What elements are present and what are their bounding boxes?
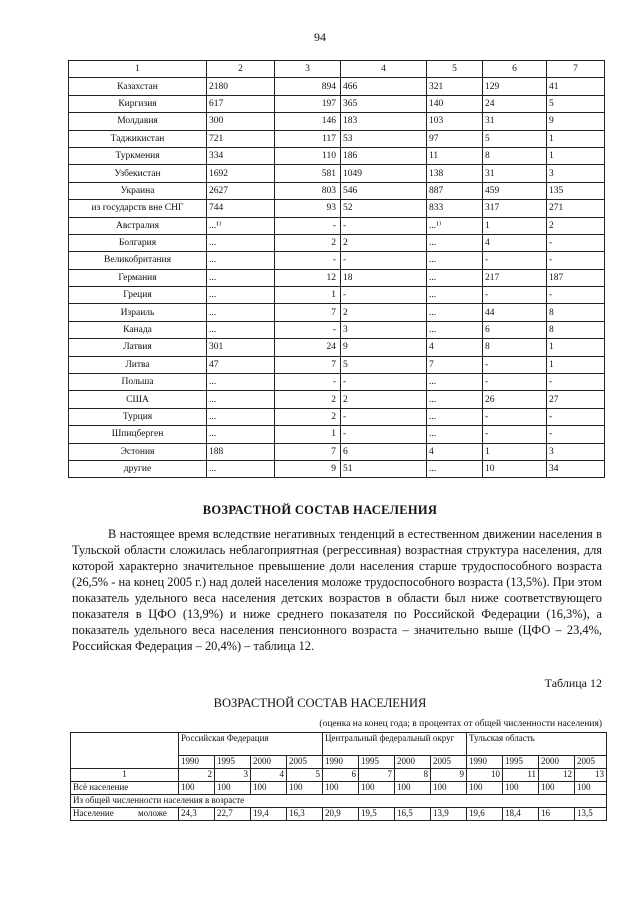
country-name: Латвия — [69, 339, 207, 356]
table-cell: 22,7 — [215, 808, 251, 821]
table-cell: 833 — [427, 200, 483, 217]
table-cell: 10 — [483, 460, 547, 477]
table-cell: ... — [427, 460, 483, 477]
table-cell: 365 — [341, 95, 427, 112]
table-cell: 744 — [207, 200, 275, 217]
table-cell: 8 — [547, 321, 605, 338]
table-cell: ... — [207, 304, 275, 321]
table-row — [69, 443, 605, 460]
table-row — [69, 130, 605, 147]
table-cell: ... — [207, 391, 275, 408]
country-name: Туркмения — [69, 147, 207, 164]
table-cell: 41 — [547, 78, 605, 95]
table-cell: 20,9 — [323, 808, 359, 821]
table-cell: - — [341, 374, 427, 391]
table-cell: 100 — [431, 782, 467, 795]
table-cell: - — [341, 408, 427, 425]
table-cell: 197 — [275, 95, 341, 112]
column-number: 2 — [207, 61, 275, 78]
column-number: 11 — [503, 769, 539, 782]
table-cell: 1 — [547, 147, 605, 164]
table-cell: 459 — [483, 182, 547, 199]
table-cell: 52 — [341, 200, 427, 217]
table-cell: 34 — [547, 460, 605, 477]
country-name: Великобритания — [69, 252, 207, 269]
table-cell: 300 — [207, 113, 275, 130]
table2-title: ВОЗРАСТНОЙ СОСТАВ НАСЕЛЕНИЯ — [213, 696, 427, 710]
table-cell: 803 — [275, 182, 341, 199]
table-cell: 466 — [341, 78, 427, 95]
table-cell: 13,9 — [431, 808, 467, 821]
emigration-table — [68, 60, 605, 478]
table-cell: 1 — [547, 356, 605, 373]
table-cell: 146 — [275, 113, 341, 130]
table-cell: 4 — [427, 339, 483, 356]
section-heading: ВОЗРАСТНОЙ СОСТАВ НАСЕЛЕНИЯ — [202, 503, 438, 517]
table-row — [69, 95, 605, 112]
table-cell: ...¹⁾ — [207, 217, 275, 234]
table-cell: - — [275, 321, 341, 338]
table-cell: ... — [427, 304, 483, 321]
country-name: Узбекистан — [69, 165, 207, 182]
table-cell: 19,5 — [359, 808, 395, 821]
table-cell: 100 — [395, 782, 431, 795]
table-cell: - — [483, 356, 547, 373]
country-name: Молдавия — [69, 113, 207, 130]
table-cell: 19,4 — [251, 808, 287, 821]
table-row — [69, 408, 605, 425]
table-cell: 334 — [207, 147, 275, 164]
table-cell: ... — [427, 321, 483, 338]
table-cell: 100 — [539, 782, 575, 795]
table-cell: ...¹⁾ — [427, 217, 483, 234]
table-cell: 1049 — [341, 165, 427, 182]
column-number: 1 — [69, 61, 207, 78]
table-row — [69, 234, 605, 251]
table-cell: 721 — [207, 130, 275, 147]
table-row — [71, 782, 607, 795]
table-cell: - — [483, 426, 547, 443]
column-number: 5 — [427, 61, 483, 78]
table-cell: - — [341, 252, 427, 269]
table-cell: ... — [207, 287, 275, 304]
country-name: Украина — [69, 182, 207, 199]
country-name: Эстония — [69, 443, 207, 460]
table-cell: 24 — [483, 95, 547, 112]
table-cell: ... — [427, 374, 483, 391]
table-cell: 44 — [483, 304, 547, 321]
table-cell: 2 — [341, 304, 427, 321]
table-cell: - — [547, 252, 605, 269]
table-cell: 1 — [275, 287, 341, 304]
country-name: Канада — [69, 321, 207, 338]
year-cell: 2005 — [287, 756, 323, 769]
table-row — [69, 460, 605, 477]
table-cell: 51 — [341, 460, 427, 477]
empty-header-cell — [71, 733, 179, 769]
table-cell: ... — [207, 234, 275, 251]
table-cell: 5 — [547, 95, 605, 112]
table-cell: 100 — [215, 782, 251, 795]
table-row — [71, 808, 607, 821]
table-row — [69, 252, 605, 269]
country-name: США — [69, 391, 207, 408]
table-row — [69, 165, 605, 182]
table-cell: 100 — [287, 782, 323, 795]
table-cell: 546 — [341, 182, 427, 199]
column-number: 6 — [323, 769, 359, 782]
table-cell: 16 — [539, 808, 575, 821]
table-cell: 47 — [207, 356, 275, 373]
table-cell: 100 — [503, 782, 539, 795]
table-cell: - — [547, 408, 605, 425]
table-cell: 100 — [251, 782, 287, 795]
column-number: 4 — [251, 769, 287, 782]
table-cell: - — [483, 374, 547, 391]
table-row — [69, 321, 605, 338]
table-cell: ... — [207, 460, 275, 477]
year-cell: 1990 — [323, 756, 359, 769]
table-cell: 18 — [341, 269, 427, 286]
table-cell: 2 — [341, 234, 427, 251]
table-cell: 581 — [275, 165, 341, 182]
table-cell: 100 — [179, 782, 215, 795]
column-number: 6 — [483, 61, 547, 78]
table-cell: 8 — [547, 304, 605, 321]
column-number: 2 — [179, 769, 215, 782]
table-cell: 8 — [483, 147, 547, 164]
table-cell: ... — [207, 252, 275, 269]
table-cell: 2 — [341, 391, 427, 408]
table-cell: 13,5 — [575, 808, 607, 821]
table-cell: 3 — [341, 321, 427, 338]
column-number: 3 — [275, 61, 341, 78]
table-row — [69, 304, 605, 321]
group-header: Центральный федеральный округ — [323, 733, 467, 756]
table-cell: 7 — [275, 304, 341, 321]
table-cell: 317 — [483, 200, 547, 217]
table-cell: - — [341, 287, 427, 304]
table-cell: 1 — [547, 130, 605, 147]
table-row — [69, 374, 605, 391]
table-label: Таблица 12 — [544, 676, 602, 690]
table-cell: 24,3 — [179, 808, 215, 821]
country-name: Шпицберген — [69, 426, 207, 443]
table-cell: 9 — [341, 339, 427, 356]
table-cell: 140 — [427, 95, 483, 112]
table-cell: 7 — [275, 443, 341, 460]
table-cell: 7 — [427, 356, 483, 373]
table-cell: 7 — [275, 356, 341, 373]
table-cell: ... — [427, 252, 483, 269]
group-header-row — [71, 733, 607, 756]
table-cell: 24 — [275, 339, 341, 356]
subheader-row — [71, 795, 607, 808]
country-name: Казахстан — [69, 78, 207, 95]
table-cell: - — [341, 217, 427, 234]
table-cell: 887 — [427, 182, 483, 199]
table-cell: 9 — [275, 460, 341, 477]
table-cell: 100 — [359, 782, 395, 795]
table-cell: 19,6 — [467, 808, 503, 821]
table-cell: - — [341, 426, 427, 443]
table-cell: 6 — [483, 321, 547, 338]
table-cell: ... — [207, 321, 275, 338]
table-cell: ... — [427, 426, 483, 443]
table-row — [69, 426, 605, 443]
table-cell: 100 — [467, 782, 503, 795]
table-row — [69, 217, 605, 234]
country-name: другие — [69, 460, 207, 477]
table-cell: 2627 — [207, 182, 275, 199]
table-cell: ... — [207, 426, 275, 443]
column-number: 3 — [215, 769, 251, 782]
table-cell: 9 — [547, 113, 605, 130]
table-row — [69, 356, 605, 373]
table-cell: 617 — [207, 95, 275, 112]
table-cell: 271 — [547, 200, 605, 217]
year-cell: 2000 — [395, 756, 431, 769]
table-cell: - — [483, 252, 547, 269]
column-numbers-row — [71, 769, 607, 782]
table-cell: - — [275, 217, 341, 234]
column-number: 4 — [341, 61, 427, 78]
year-cell: 1995 — [359, 756, 395, 769]
year-cell: 1995 — [215, 756, 251, 769]
table-cell: 103 — [427, 113, 483, 130]
table-cell: 18,4 — [503, 808, 539, 821]
column-number: 5 — [287, 769, 323, 782]
row-label: Население моложе — [71, 808, 179, 821]
table-cell: 2180 — [207, 78, 275, 95]
table-cell: 8 — [483, 339, 547, 356]
table-cell: 2 — [275, 391, 341, 408]
country-name: Польша — [69, 374, 207, 391]
table-cell: - — [275, 374, 341, 391]
table-cell: 301 — [207, 339, 275, 356]
table-cell: 12 — [275, 269, 341, 286]
year-cell: 2005 — [431, 756, 467, 769]
table-cell: 31 — [483, 165, 547, 182]
table-row — [69, 391, 605, 408]
country-name: из государств вне СНГ — [69, 200, 207, 217]
page-number: 94 — [314, 30, 326, 44]
table-cell: ... — [427, 234, 483, 251]
year-cell: 1995 — [503, 756, 539, 769]
country-name: Болгария — [69, 234, 207, 251]
table-cell: 11 — [427, 147, 483, 164]
group-header: Тульская область — [467, 733, 607, 756]
table-cell: 4 — [483, 234, 547, 251]
table-cell: 321 — [427, 78, 483, 95]
table-cell: 27 — [547, 391, 605, 408]
column-number: 7 — [359, 769, 395, 782]
table-row — [69, 182, 605, 199]
table-cell: 186 — [341, 147, 427, 164]
table-cell: - — [547, 374, 605, 391]
group-header: Российская Федерация — [179, 733, 323, 756]
table-cell: 5 — [341, 356, 427, 373]
subheader: Из общей численности населения в возрасте — [71, 795, 607, 808]
table-cell: ... — [207, 269, 275, 286]
year-cell: 2005 — [575, 756, 607, 769]
table-cell: 188 — [207, 443, 275, 460]
column-number: 12 — [539, 769, 575, 782]
table-cell: 3 — [547, 443, 605, 460]
table-cell: 100 — [323, 782, 359, 795]
table-cell: - — [547, 234, 605, 251]
table-cell: - — [483, 408, 547, 425]
table-cell: 16,5 — [395, 808, 431, 821]
table-cell: 93 — [275, 200, 341, 217]
column-number: 8 — [395, 769, 431, 782]
table-cell: 2 — [547, 217, 605, 234]
table-row — [69, 147, 605, 164]
table-cell: 97 — [427, 130, 483, 147]
year-cell: 1990 — [179, 756, 215, 769]
year-cell: 2000 — [251, 756, 287, 769]
table-cell: 100 — [575, 782, 607, 795]
country-name: Израиль — [69, 304, 207, 321]
table-cell: 117 — [275, 130, 341, 147]
table-row — [69, 287, 605, 304]
table-row — [69, 113, 605, 130]
table-cell: 183 — [341, 113, 427, 130]
table-cell: 2 — [275, 408, 341, 425]
table-cell: ... — [427, 391, 483, 408]
country-name: Греция — [69, 287, 207, 304]
table-cell: 4 — [427, 443, 483, 460]
country-name: Литва — [69, 356, 207, 373]
column-number: 7 — [547, 61, 605, 78]
table-cell: 129 — [483, 78, 547, 95]
table-cell: 187 — [547, 269, 605, 286]
table-row — [69, 78, 605, 95]
table-row — [69, 200, 605, 217]
table-cell: 26 — [483, 391, 547, 408]
table-cell: 1 — [483, 217, 547, 234]
table-cell: 135 — [547, 182, 605, 199]
table-cell: 138 — [427, 165, 483, 182]
table-cell: ... — [427, 287, 483, 304]
country-name: Турция — [69, 408, 207, 425]
year-cell: 2000 — [539, 756, 575, 769]
country-name: Германия — [69, 269, 207, 286]
column-number: 1 — [71, 769, 179, 782]
table-cell: 6 — [341, 443, 427, 460]
table-header-row — [69, 61, 605, 78]
table-cell: ... — [207, 374, 275, 391]
row-label: Всё население — [71, 782, 179, 795]
table2-note: (оценка на конец года; в процентах от общей численности населения) — [319, 719, 602, 729]
column-number: 10 — [467, 769, 503, 782]
table-cell: 16,3 — [287, 808, 323, 821]
table-cell: ... — [427, 269, 483, 286]
table-cell: 1 — [547, 339, 605, 356]
column-number: 13 — [575, 769, 607, 782]
table-cell: 1 — [275, 426, 341, 443]
table-cell: 1692 — [207, 165, 275, 182]
table-cell: 53 — [341, 130, 427, 147]
year-cell: 1990 — [467, 756, 503, 769]
column-number: 9 — [431, 769, 467, 782]
table-cell: 110 — [275, 147, 341, 164]
table-cell: ... — [207, 408, 275, 425]
table-row — [69, 269, 605, 286]
table-cell: 3 — [547, 165, 605, 182]
table-cell: - — [547, 287, 605, 304]
table-cell: 1 — [483, 443, 547, 460]
table-cell: ... — [427, 408, 483, 425]
country-name: Таджикистан — [69, 130, 207, 147]
table-cell: 217 — [483, 269, 547, 286]
table-cell: - — [547, 426, 605, 443]
country-name: Киргизия — [69, 95, 207, 112]
country-name: Австралия — [69, 217, 207, 234]
body-paragraph: В настоящее время вследствие негативных тенденций в естественном движении населения в Тульской области сложилась неблагоприятная (регрессивная) возрастная структура населения, для которой характерно значительное превышение доли населения старше трудоспособного возраста (26,5% - на конец 2005 г.) над долей населения моложе трудоспособного возраста (13,5%). При этом показатель удельного веса населения детских возрастов в области был ниже соответствующего показателя в ЦФО (13,9%) и ниже среднего показателя по Российской Федерации (16,3%), а показатель удельного веса населения пенсионного возраста – значительно выше (ЦФО – 23,4%, Российская Федерация – 20,4%) – таблица 12. — [72, 527, 602, 653]
table-cell: - — [275, 252, 341, 269]
table-cell: 5 — [483, 130, 547, 147]
table-cell: 2 — [275, 234, 341, 251]
age-structure-table — [70, 732, 607, 821]
table-cell: - — [483, 287, 547, 304]
table-cell: 894 — [275, 78, 341, 95]
table-row — [69, 339, 605, 356]
table-cell: 31 — [483, 113, 547, 130]
